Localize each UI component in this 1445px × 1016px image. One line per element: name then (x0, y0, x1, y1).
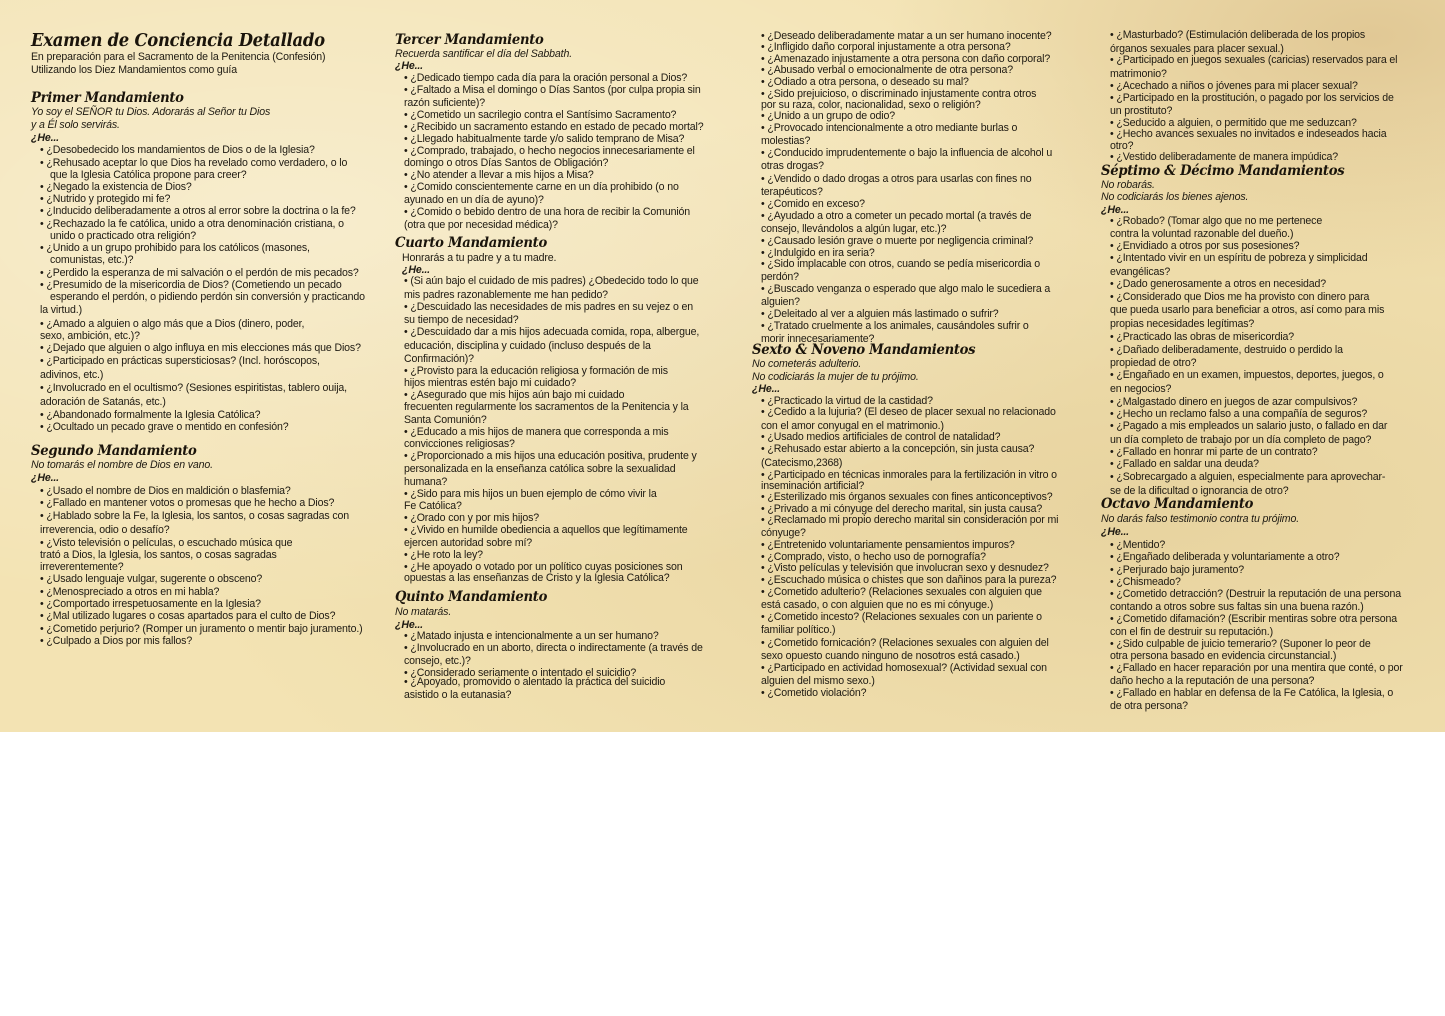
checklist-item: • ¿Fallado en honrar mi parte de un contrato? (1110, 446, 1318, 458)
checklist-item: • ¿Cometido un sacrilegio contra el Santísimo Sacramento? (404, 109, 677, 121)
checklist-item: • (Si aún bajo el cuidado de mis padres) ¿Obedecido todo lo que (404, 275, 699, 287)
text-line: opuestas a las enseñanzas de Cristo y la Iglesia Católica? (404, 572, 670, 584)
checklist-item: • ¿Dañado deliberadamente, destruido o perdido la (1110, 344, 1343, 356)
checklist-item: • ¿Comido conscientemente carne en un día prohibido (o no (404, 181, 679, 193)
section-subtitle: No darás falso testimonio contra tu prójimo. (1101, 513, 1300, 525)
checklist-item: • ¿Dado generosamente a otros en necesidad? (1110, 278, 1327, 290)
text-line: sexo opuesto cuando ninguno de nosotros está casado.) (761, 650, 1020, 662)
question-prefix: ¿He... (395, 619, 423, 631)
section-subtitle: No codiciarás la mujer de tu prójimo. (752, 371, 919, 383)
question-prefix: ¿He... (752, 383, 780, 395)
checklist-item: • ¿Participado en técnicas inmorales para la fertilización in vitro o (761, 469, 1057, 481)
text-line: otras drogas? (761, 160, 824, 172)
text-line: que la Iglesia Católica propone para creer? (50, 169, 247, 181)
checklist-item: • ¿Hablado sobre la Fe, la Iglesia, los santos, o cosas sagradas con (40, 510, 350, 522)
text-line: trató a Dios, la Iglesia, los santos, o cosas sagradas (40, 549, 277, 561)
text-line: daño hecho a la reputación de una persona? (1110, 675, 1315, 687)
text-line: asistido o la eutanasia? (404, 689, 512, 701)
text-line: alguien del mismo sexo.) (761, 675, 875, 687)
text-line: terapéuticos? (761, 186, 823, 198)
checklist-item: • ¿Buscado venganza o esperado que algo malo le sucediera a (761, 283, 1051, 295)
text-line: se de la dificultad o ignorancia de otro? (1110, 485, 1289, 497)
text-line: mis padres razonablemente me han pedido? (404, 289, 608, 301)
text-line: cónyuge? (761, 527, 806, 539)
question-prefix: ¿He... (1101, 204, 1129, 216)
checklist-item: • ¿Participado en la prostitución, o pagado por los servicios de (1110, 92, 1394, 104)
text-line: razón suficiente)? (404, 97, 486, 109)
text-line: ayunado en un día de ayuno)? (404, 194, 544, 206)
checklist-item: • ¿Perjurado bajo juramento? (1110, 564, 1244, 576)
section-heading: Tercer Mandamiento (395, 32, 544, 48)
text-line: En preparación para el Sacramento de la Penitencia (Confesión) (31, 51, 326, 63)
text-line: irreverencia, odio o desafío? (40, 524, 170, 536)
checklist-item: • ¿Cometido perjurio? (Romper un juramento o mentir bajo juramento.) (40, 623, 363, 635)
checklist-item: • ¿Reclamado mi propio derecho marital sin consideración por mi (761, 514, 1059, 526)
checklist-item: • ¿Comido en exceso? (761, 198, 865, 210)
checklist-item: • ¿Causado lesión grave o muerte por negligencia criminal? (761, 235, 1034, 247)
checklist-item: • ¿Engañado en un examen, impuestos, deportes, juegos, o (1110, 369, 1384, 381)
text-line: propiedad de otro? (1110, 357, 1197, 369)
checklist-item: • ¿Cometido fornicación? (Relaciones sexuales con alguien del (761, 637, 1049, 649)
checklist-item: • ¿Abandonado formalmente la Iglesia Católica? (40, 409, 261, 421)
checklist-item: • ¿Entretenido voluntariamente pensamientos impuros? (761, 539, 1015, 551)
checklist-item: • ¿Sido para mis hijos un buen ejemplo de cómo vivir la (404, 488, 657, 500)
text-line: sexo, ambición, etc.)? (40, 330, 140, 342)
checklist-item: • ¿Chismeado? (1110, 576, 1181, 588)
checklist-item: • ¿Dedicado tiempo cada día para la oración personal a Dios? (404, 72, 688, 84)
section-subtitle: No codiciarás los bienes ajenos. (1101, 191, 1249, 203)
checklist-item: • ¿Involucrado en un aborto, directa o indirectamente (a través de (404, 642, 703, 654)
checklist-item: • ¿Menospreciado a otros en mi habla? (40, 586, 220, 598)
checklist-item: • ¿Intentado vivir en un espíritu de pobreza y simplicidad (1110, 252, 1368, 264)
checklist-item: • ¿Practicado las obras de misericordia? (1110, 331, 1295, 343)
checklist-item: • ¿Seducido a alguien, o permitido que me seduzcan? (1110, 117, 1357, 129)
text-line: familiar político.) (761, 624, 836, 636)
checklist-item: • ¿Indulgido en ira seria? (761, 247, 875, 259)
checklist-item: • ¿Vestido deliberadamente de manera impúdica? (1110, 151, 1338, 163)
text-line: adivinos, etc.) (40, 369, 104, 381)
checklist-item: • ¿Llegado habitualmente tarde y/o salido temprano de Misa? (404, 133, 685, 145)
checklist-item: • ¿Participado en prácticas supersticiosas? (Incl. horóscopos, (40, 355, 320, 367)
checklist-item: • ¿Envidiado a otros por sus posesiones? (1110, 240, 1300, 252)
checklist-item: • ¿No atender a llevar a mis hijos a Misa? (404, 169, 594, 181)
checklist-item: • ¿Rechazado la fe católica, unido a otra denominación cristiana, o (40, 218, 344, 230)
checklist-item: • ¿Matado injusta e intencionalmente a un ser humano? (404, 630, 659, 642)
checklist-item: • ¿Escuchado música o chistes que son dañinos para la pureza? (761, 574, 1057, 586)
checklist-item: • ¿Provisto para la educación religiosa y formación de mis (404, 365, 668, 377)
section-subtitle: y a Él solo servirás. (31, 119, 120, 131)
text-line: adoración de Satanás, etc.) (40, 396, 166, 408)
text-line: ejercen autoridad sobre mí? (404, 537, 533, 549)
checklist-item: • ¿Culpado a Dios por mis fallos? (40, 635, 193, 647)
section-subtitle: No robarás. (1101, 179, 1155, 191)
checklist-item: • ¿Negado la existencia de Dios? (40, 181, 192, 193)
checklist-item: • ¿Masturbado? (Estimulación deliberada de los propios (1110, 29, 1366, 41)
checklist-item: • ¿Visto películas y televisión que involucran sexo y desnudez? (761, 562, 1049, 574)
checklist-item: • ¿Conducido imprudentemente o bajo la influencia de alcohol u (761, 147, 1053, 159)
checklist-item: • ¿Fallado en hacer reparación por una mentira que conté, o por (1110, 662, 1403, 674)
section-heading: Quinto Mandamiento (395, 589, 548, 605)
text-line: molestias? (761, 135, 811, 147)
text-line: (otra que por necesidad médica)? (404, 219, 558, 231)
checklist-item: • ¿Malgastado dinero en juegos de azar compulsivos? (1110, 396, 1358, 408)
checklist-item: • ¿Mal utilizado lugares o cosas apartados para el culto de Dios? (40, 610, 336, 622)
checklist-item: • ¿Cometido detracción? (Destruir la reputación de una persona (1110, 588, 1402, 600)
section-subtitle: No cometerás adulterio. (752, 358, 862, 370)
checklist-item: • ¿Considerado seriamente o intentado el suicidio? (404, 667, 637, 679)
checklist-item: • ¿Pagado a mis empleados un salario justo, o fallado en dar (1110, 420, 1388, 432)
text-line: personalizada en la enseñanza católica sobre la sexualidad (404, 463, 676, 475)
checklist-item: • ¿Perdido la esperanza de mi salvación o el perdón de mis pecados? (40, 267, 359, 279)
checklist-item: • ¿Sobrecargado a alguien, especialmente para aprovechar- (1110, 471, 1386, 483)
text-line: domingo o otros Días Santos de Obligación? (404, 157, 609, 169)
section-heading: Primer Mandamiento (31, 90, 184, 106)
checklist-item: • ¿Ayudado a otro a cometer un pecado mortal (a través de (761, 210, 1032, 222)
text-line: matrimonio? (1110, 68, 1167, 80)
checklist-item: • ¿Sido prejuicioso, o discriminado injustamente contra otros (761, 88, 1037, 100)
text-line: Utilizando los Diez Mandamientos como guía (31, 64, 237, 76)
checklist-item: • ¿Dejado que alguien o algo influya en mis elecciones más que Dios? (40, 342, 361, 354)
checklist-item: • ¿Cometido difamación? (Escribir mentiras sobre otra persona (1110, 613, 1398, 625)
question-prefix: ¿He... (1101, 526, 1129, 538)
checklist-item: • ¿Rehusado estar abierto a la concepción, sin justa causa? (761, 443, 1035, 455)
checklist-item: • ¿Visto televisión o películas, o escuchado música que (40, 537, 293, 549)
checklist-item: • ¿Orado con y por mis hijos? (404, 512, 539, 524)
question-prefix: ¿He... (31, 132, 59, 144)
checklist-item: • ¿Mentido? (1110, 539, 1166, 551)
checklist-item: • ¿Recibido un sacramento estando en estado de pecado mortal? (404, 121, 704, 133)
section-heading: Sexto & Noveno Mandamientos (752, 342, 976, 358)
text-line: (Catecismo,2368) (761, 457, 843, 469)
section-heading: Octavo Mandamiento (1101, 496, 1254, 512)
text-line: Fe Católica? (404, 500, 462, 512)
text-line: con el fin de destruir su reputación.) (1110, 626, 1273, 638)
checklist-item: • ¿Descuidado las necesidades de mis padres en su vejez o en (404, 301, 693, 313)
checklist-item: • ¿Comprado, trabajado, o hecho negocios innecesariamente el (404, 145, 695, 157)
checklist-item: • ¿Privado a mi cónyuge del derecho marital, sin justa causa? (761, 503, 1043, 515)
document-title: Examen de Conciencia Detallado (31, 31, 325, 51)
text-line: un día completo de trabajo por un día completo de pago? (1110, 434, 1372, 446)
checklist-item: • ¿Ocultado un pecado grave o mentido en confesión? (40, 421, 289, 433)
checklist-item: • ¿Comportado irrespetuosamente en la Iglesia? (40, 598, 261, 610)
text-line: otra persona basado en evidencia circunstancial.) (1110, 650, 1337, 662)
checklist-item: • ¿Rehusado aceptar lo que Dios ha revelado como verdadero, o lo (40, 157, 348, 169)
checklist-item: • ¿Odiado a otra persona, o deseado su mal? (761, 76, 969, 88)
text-line: consejo, etc.)? (404, 655, 471, 667)
text-line: contra la voluntad razonable del dueño.) (1110, 228, 1294, 240)
checklist-item: • ¿Comprado, visto, o hecho uso de pornografía? (761, 551, 986, 563)
text-line: frecuenten regularmente los sacramentos de la Penitencia y la (404, 401, 689, 413)
text-line: hijos mientras estén bajo mi cuidado? (404, 377, 576, 389)
checklist-item: • ¿Asegurado que mis hijos aún bajo mi cuidado (404, 389, 625, 401)
text-line: con el amor conyugal en el matrimonio.) (761, 420, 944, 432)
checklist-item: • ¿Amado a alguien o algo más que a Dios (dinero, poder, (40, 318, 305, 330)
checklist-item: • ¿Inducido deliberadamente a otros al error sobre la doctrina o la fe? (40, 205, 356, 217)
checklist-item: • ¿Usado el nombre de Dios en maldición o blasfemia? (40, 485, 291, 497)
question-prefix: ¿He... (31, 472, 59, 484)
checklist-item: • ¿Presumido de la misericordia de Dios? (Cometiendo un pecado (40, 279, 342, 291)
checklist-item: • ¿Fallado en hablar en defensa de la Fe Católica, la Iglesia, o (1110, 687, 1394, 699)
section-subtitle: Recuerda santificar el día del Sabbath. (395, 48, 572, 60)
text-line: educación, disciplina y cuidado (incluso después de la (404, 340, 651, 352)
checklist-item: • ¿Cometido adulterio? (Relaciones sexuales con alguien que (761, 586, 1042, 598)
section-heading: Segundo Mandamiento (31, 443, 197, 459)
checklist-item: • ¿Provocado intencionalmente a otro mediante burlas o (761, 122, 1018, 134)
text-line: humana? (404, 476, 448, 488)
checklist-item: • ¿Considerado que Dios me ha provisto con dinero para (1110, 291, 1370, 303)
checklist-item: • ¿Usado lenguaje vulgar, sugerente o obsceno? (40, 573, 263, 585)
section-heading: Cuarto Mandamiento (395, 235, 547, 251)
section-heading: Séptimo & Décimo Mandamientos (1101, 163, 1345, 179)
checklist-item: • ¿Vivido en humilde obediencia a aquellos que legítimamente (404, 524, 688, 536)
text-line: Confirmación)? (404, 353, 474, 365)
checklist-item: • ¿Unido a un grupo de odio? (761, 110, 895, 122)
section-subtitle: No tomarás el nombre de Dios en vano. (31, 459, 213, 471)
checklist-item: • ¿Cedido a la lujuria? (El deseo de placer sexual no relacionado (761, 406, 1056, 418)
checklist-item: • ¿Participado en actividad homosexual? (Actividad sexual con (761, 662, 1047, 674)
text-line: perdón? (761, 271, 799, 283)
checklist-item: • ¿Educado a mis hijos de manera que corresponda a mis (404, 426, 669, 438)
text-line: unido o practicado otra religión? (50, 230, 197, 242)
text-line: está casado, o con alguien que no es mi cónyuge.) (761, 599, 994, 611)
checklist-item: • ¿Fallado en saldar una deuda? (1110, 458, 1259, 470)
text-line: por su raza, color, nacionalidad, sexo o religión? (761, 99, 981, 111)
text-line: órganos sexuales para placer sexual.) (1110, 43, 1284, 55)
checklist-item: • ¿Proporcionado a mis hijos una educación positiva, prudente y (404, 450, 697, 462)
checklist-item: • ¿Descuidado dar a mis hijos adecuada comida, ropa, albergue, (404, 326, 700, 338)
checklist-item: • ¿Cometido violación? (761, 687, 867, 699)
text-line: de otra persona? (1110, 700, 1188, 712)
text-line: inseminación artificial? (761, 480, 865, 492)
checklist-item: • ¿Acechado a niños o jóvenes para mi placer sexual? (1110, 80, 1358, 92)
text-line: su tiempo de necesidad? (404, 314, 519, 326)
checklist-item: • ¿Unido a un grupo prohibido para los católicos (masones, (40, 242, 310, 254)
checklist-item: • ¿Nutrido y protegido mi fe? (40, 193, 171, 205)
checklist-item: • ¿Faltado a Misa el domingo o Días Santos (por culpa propia sin (404, 84, 701, 96)
checklist-item: • ¿Tratado cruelmente a los animales, causándoles sufrir o (761, 320, 1029, 332)
text-line: esperando el perdón, o pidiendo perdón sin conversión y practicando (50, 291, 365, 303)
text-line: en negocios? (1110, 383, 1172, 395)
text-line: propias necesidades legítimas? (1110, 318, 1255, 330)
text-line: alguien? (761, 296, 800, 308)
text-line: morir innecesariamente? (761, 333, 875, 345)
text-line: Honrarás a tu padre y a tu madre. (402, 252, 557, 264)
checklist-item: • ¿Deleitado al ver a alguien más lastimado o sufrir? (761, 308, 999, 320)
checklist-item: • ¿Comido o bebido dentro de una hora de recibir la Comunión (404, 206, 691, 218)
checklist-item: • ¿Practicado la virtud de la castidad? (761, 395, 933, 407)
text-line: que pueda usarlo para beneficiar a otros, así como para mis (1110, 304, 1385, 316)
checklist-item: • ¿Infligido daño corporal injustamente a otra persona? (761, 41, 1011, 53)
checklist-item: • ¿Esterilizado mis órganos sexuales con fines anticonceptivos? (761, 491, 1053, 503)
text-line: Santa Comunión? (404, 414, 487, 426)
checklist-item: • ¿Desobedecido los mandamientos de Dios o de la Iglesia? (40, 144, 315, 156)
checklist-item: • ¿Abusado verbal o emocionalmente de otra persona? (761, 64, 1014, 76)
checklist-item: • ¿He apoyado o votado por un político cuyas posiciones son (404, 561, 683, 573)
text-line: consejo, llevándolos a algún lugar, etc.)? (761, 223, 947, 235)
checklist-item: • ¿Hecho avances sexuales no invitados e indeseados hacia (1110, 128, 1387, 140)
checklist-item: • ¿Participado en juegos sexuales (caricias) reservados para el (1110, 54, 1398, 66)
checklist-item: • ¿Cometido incesto? (Relaciones sexuales con un pariente o (761, 611, 1042, 623)
text-line: convicciones religiosas? (404, 438, 515, 450)
checklist-item: • ¿Robado? (Tomar algo que no me pertenece (1110, 215, 1323, 227)
text-line: otro? (1110, 140, 1134, 152)
text-line: contando a otros sobre sus faltas sin una buena razón.) (1110, 601, 1364, 613)
text-line: comunistas, etc.)? (50, 254, 134, 266)
text-line: la virtud.) (40, 304, 83, 316)
checklist-item: • ¿Usado medios artificiales de control de natalidad? (761, 431, 1001, 443)
question-prefix: ¿He... (395, 60, 423, 72)
checklist-item: • ¿Amenazado injustamente a otra persona con daño corporal? (761, 53, 1051, 65)
text-line: un prostituto? (1110, 105, 1173, 117)
checklist-item: • ¿Sido implacable con otros, cuando se pedía misericordia o (761, 258, 1040, 270)
question-prefix: ¿He... (402, 264, 430, 276)
checklist-item: • ¿Sido culpable de juicio temerario? (Suponer lo peor de (1110, 638, 1371, 650)
checklist-item: • ¿Deseado deliberadamente matar a un ser humano inocente? (761, 30, 1052, 42)
section-subtitle: Yo soy el SEÑOR tu Dios. Adorarás al Señor tu Dios (31, 106, 271, 118)
checklist-item: • ¿Vendido o dado drogas a otros para usarlas con fines no (761, 173, 1032, 185)
section-subtitle: No matarás. (395, 606, 452, 618)
checklist-item: • ¿He roto la ley? (404, 549, 483, 561)
checklist-item: • ¿Engañado deliberada y voluntariamente a otro? (1110, 551, 1340, 563)
checklist-item: • ¿Fallado en mantener votos o promesas que he hecho a Dios? (40, 497, 335, 509)
checklist-item: • ¿Hecho un reclamo falso a una compañía de seguros? (1110, 408, 1368, 420)
text-line: evangélicas? (1110, 266, 1171, 278)
checklist-item: • ¿Involucrado en el ocultismo? (Sesiones espiritistas, tablero ouija, (40, 382, 347, 394)
checklist-item: • ¿Apoyado, promovido o alentado la práctica del suicidio (404, 676, 666, 688)
text-line: irreverentemente? (40, 561, 124, 573)
